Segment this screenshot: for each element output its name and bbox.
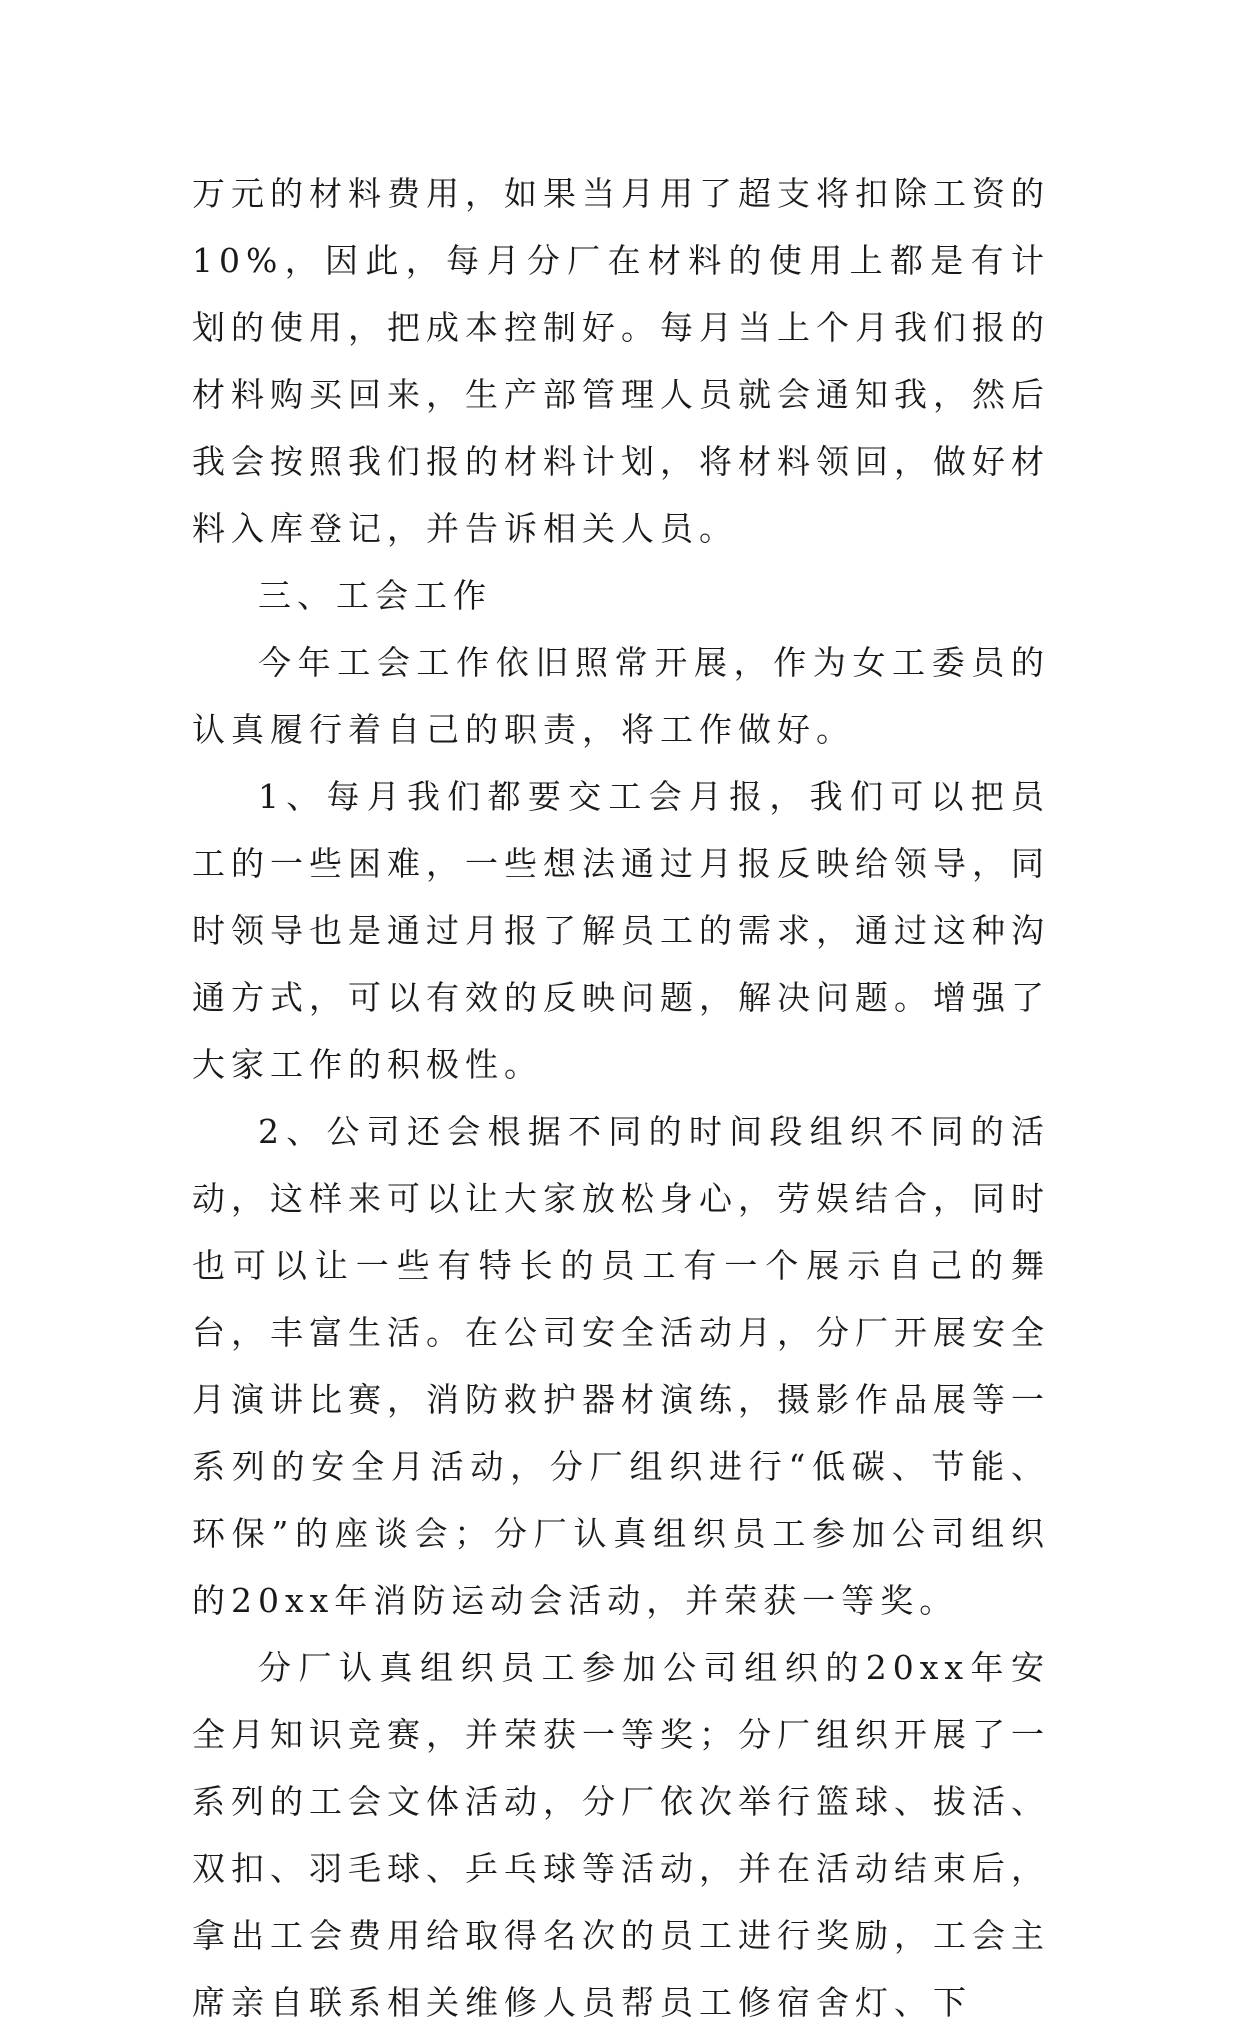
paragraph-safety-contest: 分厂认真组织员工参加公司组织的20xx年安全月知识竞赛，并荣获一等奖；分厂组织开展了一系列的工会文体活动，分厂依次举行篮球、拔活、双扣、羽毛球、乒乓球等活动，并在活动结束后，拿出工会费用给取得名次的员工进行奖励，工会主席亲自联系相关维修人员帮员工修宿舍灯、下: [192, 1648, 1050, 2022]
paragraph-company-activities: 2、公司还会根据不同的时间段组织不同的活动，这样来可以让大家放松身心，劳娱结合，同时也可以让一些有特长的员工有一个展示自己的舞台，丰富生活。在公司安全活动月，分厂开展安全月演讲比赛，消防救护器材演练，摄影作品展等一系列的安全月活动，分厂组织进行“低碳、节能、环保”的座谈会；分厂认真组织员工参加公司组织的20xx年消防运动会活动，并荣获一等奖。: [192, 1112, 1050, 1620]
paragraph-monthly-report: 1、每月我们都要交工会月报，我们可以把员工的一些困难，一些想法通过月报反映给领导，同时领导也是通过月报了解员工的需求，通过这种沟通方式，可以有效的反映问题，解决问题。增强了大家工作的积极性。: [192, 777, 1050, 1084]
document-body: [192, 160, 1050, 2036]
paragraph-union-intro: 今年工会工作依旧照常开展，作为女工委员的认真履行着自己的职责，将工作做好。: [192, 643, 1050, 749]
paragraph-material-costs: 万元的材料费用，如果当月用了超支将扣除工资的10%，因此，每月分厂在材料的使用上都是有计划的使用，把成本控制好。每月当上个月我们报的材料购买回来，生产部管理人员就会通知我，然后我会按照我们报的材料计划，将材料领回，做好材料入库登记，并告诉相关人员。: [192, 174, 1050, 548]
section-heading-union-work: 三、工会工作: [258, 576, 492, 615]
